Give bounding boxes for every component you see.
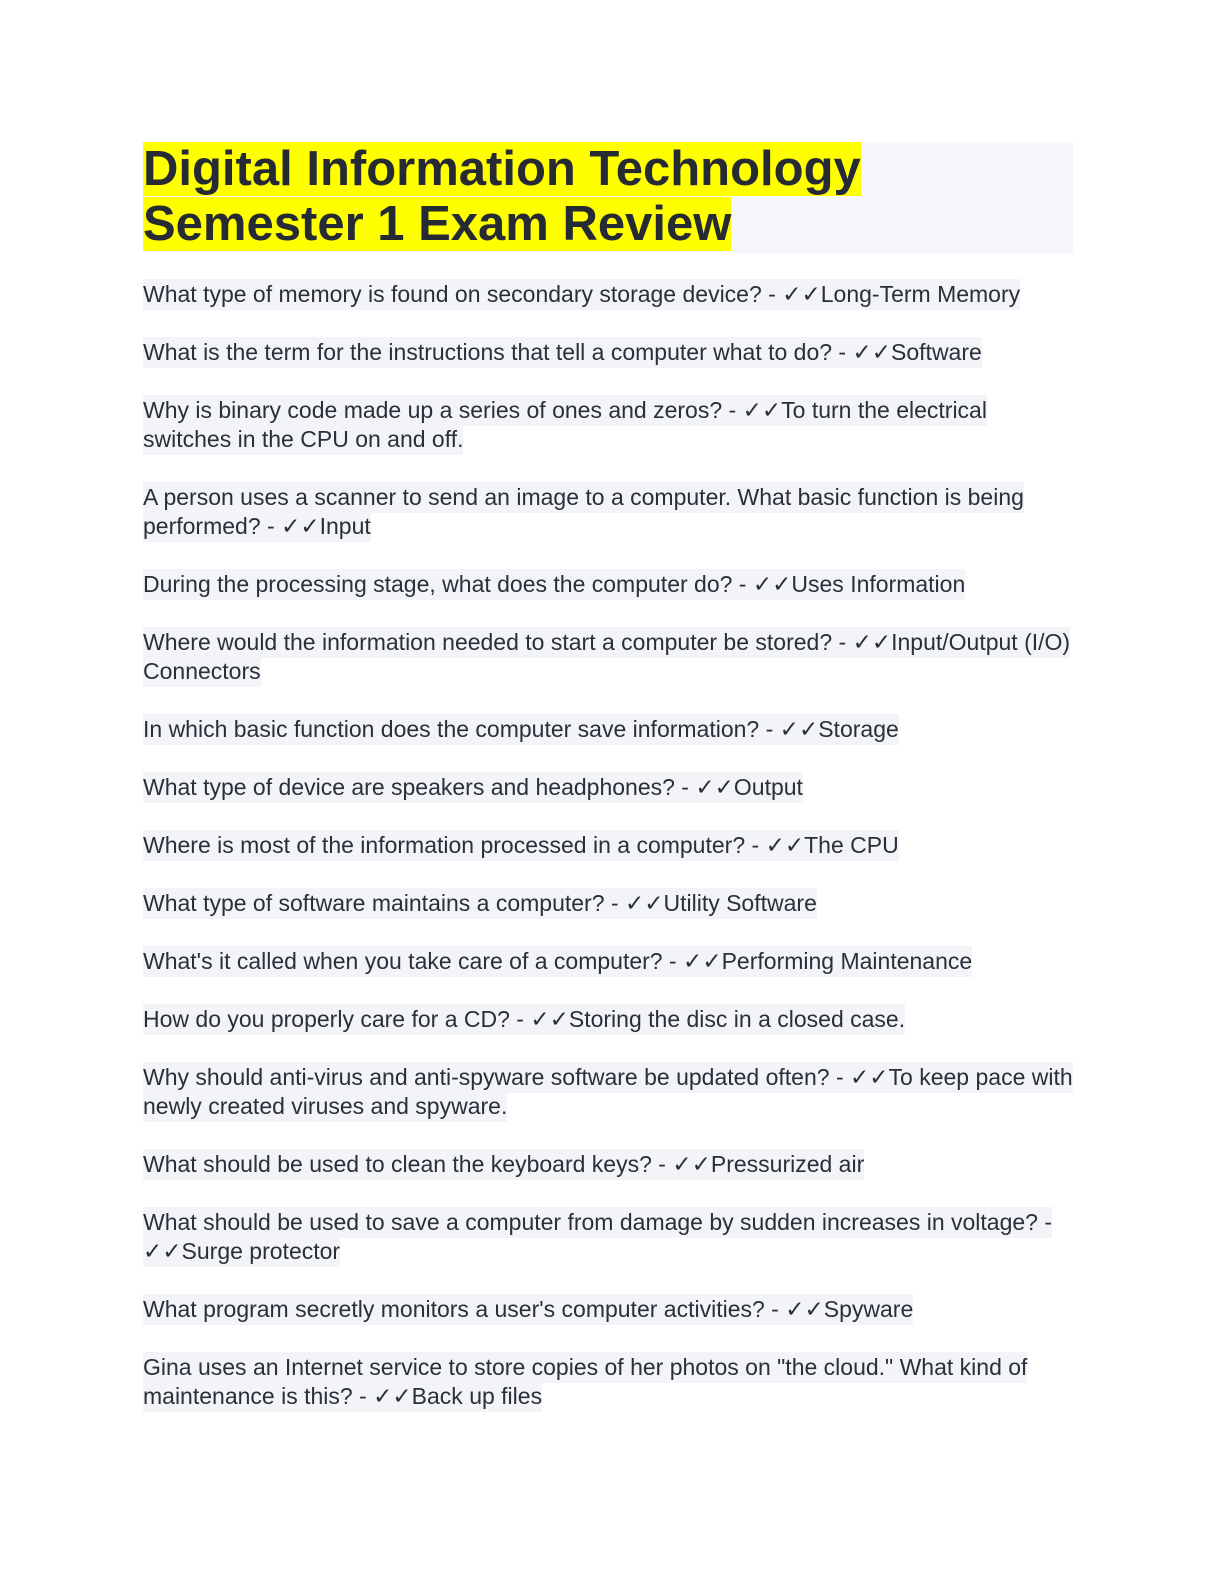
check-separator: - ✓✓: [764, 1296, 824, 1322]
check-separator: - ✓✓: [662, 948, 722, 974]
qa-item: [143, 570, 1073, 599]
answer-text: Software: [891, 339, 982, 365]
title-highlight: Digital Information Technology Semester 1 Exam Review: [143, 142, 861, 251]
check-separator: - ✓✓: [651, 1151, 711, 1177]
qa-list: [143, 280, 1073, 1411]
qa-item: [143, 396, 1073, 454]
question-text: Where would the information needed to start a computer be stored?: [143, 629, 833, 655]
question-text: What program secretly monitors a user's computer activities?: [143, 1296, 765, 1322]
question-text: What is the term for the instructions that tell a computer what to do?: [143, 339, 833, 365]
qa-item: [143, 1005, 1073, 1034]
qa-item: [143, 773, 1073, 802]
qa-item: [143, 1150, 1073, 1179]
answer-text: Performing Maintenance: [721, 948, 973, 974]
answer-text: Spyware: [823, 1296, 914, 1322]
check-separator: - ✓✓: [745, 832, 805, 858]
check-separator: - ✓✓: [509, 1006, 569, 1032]
question-text: What type of software maintains a computer?: [143, 890, 605, 916]
check-separator: - ✓✓: [143, 1209, 1053, 1264]
qa-item: [143, 1208, 1073, 1266]
question-text: What type of device are speakers and headphones?: [143, 774, 675, 800]
answer-text: Storing the disc in a closed case.: [568, 1006, 906, 1032]
qa-item: [143, 338, 1073, 367]
answer-text: To turn the electrical switches in the CPU on and off.: [143, 397, 987, 452]
document-title: [143, 142, 1073, 252]
answer-text: To keep pace with newly created viruses and spyware.: [143, 1064, 1073, 1119]
check-separator: - ✓✓: [832, 339, 892, 365]
answer-text: Utility Software: [663, 890, 817, 916]
qa-item: [143, 715, 1073, 744]
check-separator: - ✓✓: [722, 397, 782, 423]
check-separator: - ✓✓: [604, 890, 664, 916]
qa-item: [143, 1295, 1073, 1324]
question-text: During the processing stage, what does the computer do?: [143, 571, 733, 597]
qa-item: [143, 483, 1073, 541]
check-separator: - ✓✓: [759, 716, 819, 742]
answer-text: Long-Term Memory: [820, 281, 1021, 307]
question-text: How do you properly care for a CD?: [143, 1006, 510, 1032]
question-text: What should be used to save a computer from damage by sudden increases in voltage?: [143, 1209, 1038, 1235]
check-separator: - ✓✓: [352, 1383, 412, 1409]
qa-item: [143, 889, 1073, 918]
qa-item: [143, 280, 1073, 309]
answer-text: Pressurized air: [710, 1151, 865, 1177]
qa-item: [143, 628, 1073, 686]
check-separator: - ✓✓: [761, 281, 821, 307]
check-separator: - ✓✓: [732, 571, 792, 597]
question-text: What should be used to clean the keyboard keys?: [143, 1151, 652, 1177]
answer-text: Surge protector: [181, 1238, 341, 1264]
qa-item: [143, 831, 1073, 860]
document-page: [143, 142, 1073, 1440]
qa-item: [143, 1063, 1073, 1121]
answer-text: Output: [733, 774, 803, 800]
title-block: [143, 142, 1073, 253]
question-text: Why should anti-virus and anti-spyware software be updated often?: [143, 1064, 830, 1090]
question-text: What type of memory is found on secondary storage device?: [143, 281, 762, 307]
check-separator: - ✓✓: [829, 1064, 889, 1090]
question-text: A person uses a scanner to send an image to a computer. What basic function is being performed?: [143, 484, 1024, 539]
check-separator: - ✓✓: [674, 774, 734, 800]
answer-text: Back up files: [411, 1383, 543, 1409]
question-text: Why is binary code made up a series of ones and zeros?: [143, 397, 723, 423]
question-text: In which basic function does the computer save information?: [143, 716, 760, 742]
answer-text: Uses Information: [791, 571, 966, 597]
answer-text: The CPU: [804, 832, 899, 858]
question-text: Gina uses an Internet service to store copies of her photos on "the cloud." What kind of maintenance is this?: [143, 1354, 1028, 1409]
question-text: Where is most of the information processed in a computer?: [143, 832, 746, 858]
answer-text: Input: [319, 513, 371, 539]
check-separator: - ✓✓: [832, 629, 892, 655]
qa-item: [143, 1353, 1073, 1411]
answer-text: Input/Output (I/O) Connectors: [143, 629, 1071, 684]
check-separator: - ✓✓: [260, 513, 320, 539]
answer-text: Storage: [818, 716, 899, 742]
qa-item: [143, 947, 1073, 976]
question-text: What's it called when you take care of a computer?: [143, 948, 663, 974]
